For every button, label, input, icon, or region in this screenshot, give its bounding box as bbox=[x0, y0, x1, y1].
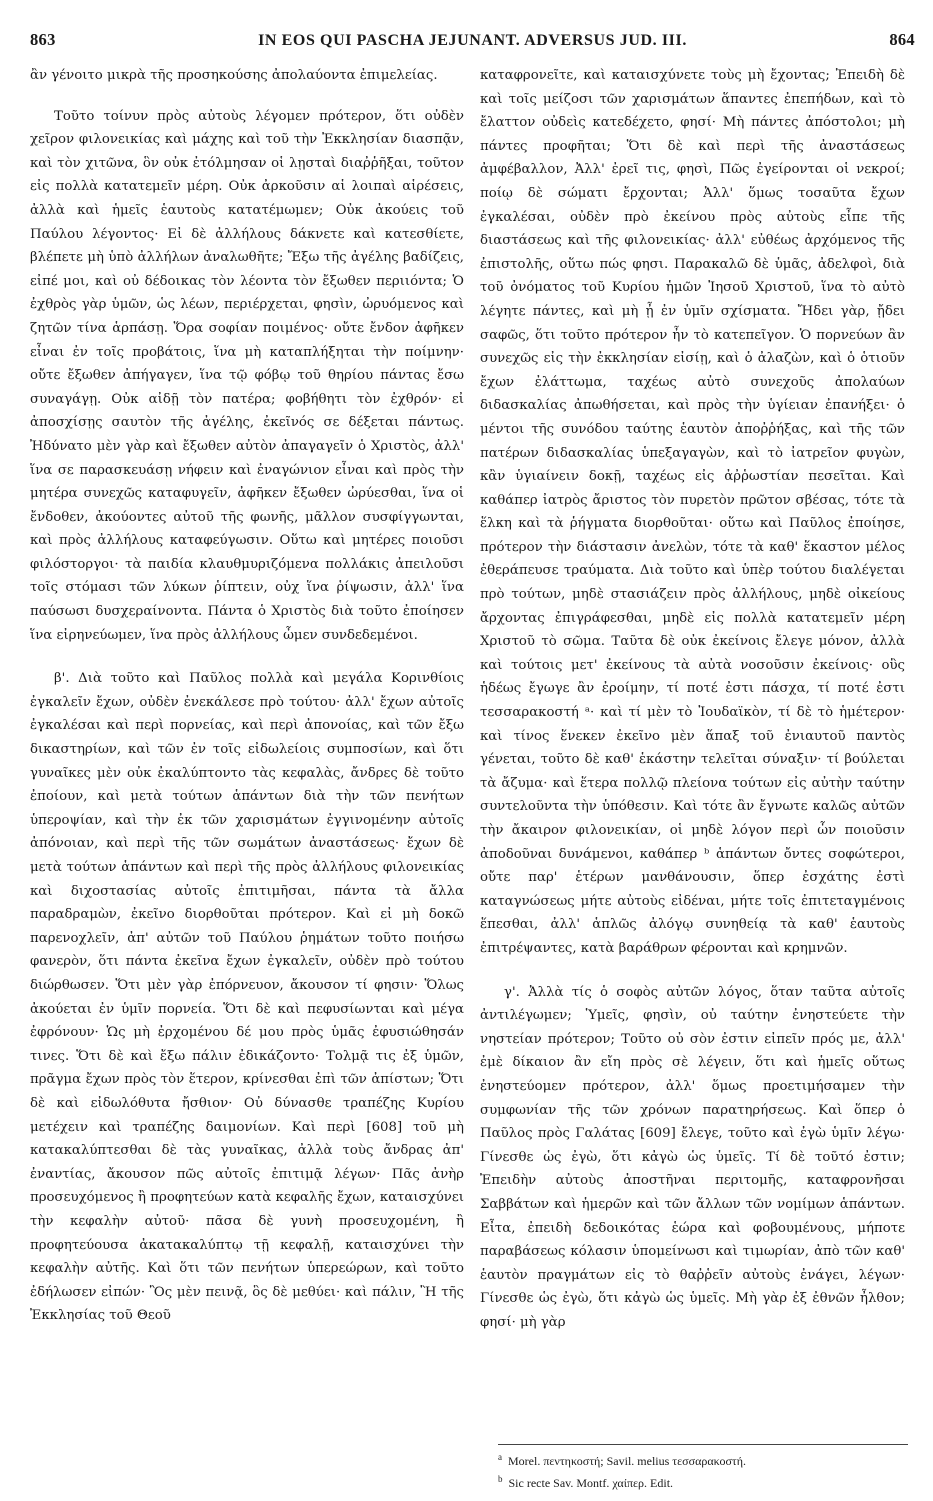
paragraph: καταφρονεῖτε, καὶ καταισχύνετε τοὺς μὴ ἔχοντας; Ἐπειδὴ δὲ καὶ τοῖς μείζοσι τῶν χαρισμάτων ἅπαντες ἐπεπήδων, καὶ τὸ ἔλαττον οὐδεὶς κατεδέχετο, φησί· Μὴ πάντες ἀπόστολοι; μὴ πάντες προφῆται; Ὅτι δὲ καὶ περὶ τῆς ἀναστάσεως ἀμφέβαλλον, Ἀλλ' ἐρεῖ τις, φησὶ, Πῶς ἐγείρονται οἱ νεκροί; ποίῳ δὲ σώματι ἔρχονται; Ἀλλ' ὅμως τοσαῦτα ἔχων ἐγκαλέσαι, οὐδὲν πρὸ ἐκείνου πρὸς αὐτοὺς εἶπε τῆς διαστάσεως καὶ τῆς φιλονεικίας· ἀλλ' εὐθέως ἀρχόμενος τῆς ἐπιστολῆς, οὕτω πώς φησι. Παρακαλῶ δὲ ὑμᾶς, ἀδελφοὶ, διὰ τοῦ ὀνόματος τοῦ Κυρίου ἡμῶν Ἰησοῦ Χριστοῦ, ἵνα τὸ αὐτὸ λέγητε πάντες, καὶ μὴ ᾖ ἐν ὑμῖν σχίσματα. Ἤδει γὰρ, ᾔδει σαφῶς, ὅτι τοῦτο πρότερον ἦν τὸ κατεπεῖγον. Ὁ πορνεύων ἂν συνεχῶς εἰς τὴν ἐκκλησίαν εἰσίῃ, καὶ ὁ ἀλαζὼν, καὶ ὁ ὁτιοῦν ἔχων ἐλάττωμα, ταχέως αὐτὸ συνεχοῦς ἀπολαύων διδασκαλίας ἀπωθήσεται, καὶ πρὸς τὴν ὑγίειαν ἐπανήξει· ὁ μέντοι τῆς συνόδου ταύτης ἑαυτὸν ἀποῤῥήξας, καὶ τῆς τῶν πατέρων διδασκαλίας ὑπεξαγαγὼν, καὶ τὸ ἰατρεῖον φυγὼν, κἂν ὑγιαίνειν δοκῇ, ταχέως εἰς ἀῤῥωστίαν πεσεῖται. Καὶ καθάπερ ἰατρὸς ἄριστος τὸν πυρετὸν πρῶτον σβέσας, τότε τὰ ἕλκη καὶ τὰ ῥήγματα διορθοῦται· οὕτω καὶ Παῦλος ἐποίησε, πρότερον τὴν διάστασιν ἀνελὼν, τότε τὰ καθ' ἕκαστον μέλος ἐθεράπευσε τραύματα. Διὰ τοῦτο καὶ ὑπὲρ τούτου διαλέγεται πρὸ τούτων, μηδὲ στασιάζειν πρὸς ἀλλήλους, μηδὲ οἰκείους ἄρχοντας ἐπιγράφεσθαι, μηδὲ εἰς πολλὰ κατατεμεῖν μέρη Χριστοῦ τὸ σῶμα. Ταῦτα δὲ οὐκ ἐκείνοις ἔλεγε μόνον, ἀλλὰ καὶ τούτοις μετ' ἐκείνους τὰ αὐτὰ νοσοῦσιν ἐκείνοις· οὓς ἡδέως ἔγωγε ἂν ἐροίμην, τί ποτέ ἐστι πάσχα, τί ποτέ ἐστι τεσσαρακοστή ᵃ· καὶ τί μὲν τὸ Ἰουδαϊκὸν, τί δὲ τὸ ἡμέτερον· καὶ τίνος ἕνεκεν ἐκεῖνο μὲν ἅπαξ τοῦ ἐνιαυτοῦ παντὸς γένεται, τοῦτο δὲ καθ' ἑκάστην τελεῖται σύναξιν· τί βούλεται τὰ ἄζυμα· καὶ ἕτερα πολλῷ πλείονα τούτων εἰς αὐτὴν ταύτην συντελοῦντα τὴν ὑπόθεσιν. Καὶ τότε ἂν ἔγνωτε καλῶς αὐτῶν τὴν ἄκαιρον φιλονεικίαν, οἱ μηδὲ λόγον περὶ ὧν ποιοῦσιν ἀποδοῦναι δυνάμενοι, καθάπερ ᵇ ἁπάντων ὄντες σοφώτεροι, οὔτε παρ' ἑτέρων μανθάνουσιν, ὅπερ ἐσχάτης ἐστὶ καταγνώσεως μήτε αὐτοὺς εἰδέναι, μήτε τοῖς ἐπιτεταγμένοις ἕπεσθαι, ἀλλ' ἁπλῶς ἀλόγῳ συνηθείᾳ τὰ καθ' ἑαυτοὺς ἐπιτρέψαντες, κατὰ βαράθρων φέρονται καὶ κρημνῶν. bbox=[480, 68, 905, 956]
footnote-marker: b bbox=[498, 1474, 503, 1484]
page-number-right: 864 bbox=[889, 30, 915, 49]
footnote-text: Sic recte Sav. Montf. χαίπερ. Edit. bbox=[508, 1476, 674, 1490]
left-column bbox=[30, 64, 464, 1328]
footnote bbox=[498, 1448, 908, 1470]
right-column bbox=[480, 64, 905, 1334]
running-head bbox=[30, 30, 915, 56]
page-number-left: 863 bbox=[30, 30, 56, 49]
footnotes bbox=[498, 1444, 908, 1492]
running-title: IN EOS QUI PASCHA JEJUNANT. ADVERSUS JUD. III. bbox=[258, 32, 687, 49]
footnote-marker: a bbox=[498, 1452, 502, 1462]
paragraph: ἂν γένοιτο μικρὰ τῆς προσηκούσης ἀπολαύοντα ἐπιμελείας. bbox=[30, 68, 438, 83]
paragraph: β'. Διὰ τοῦτο καὶ Παῦλος πολλὰ καὶ μεγάλα Κορινθίοις ἐγκαλεῖν ἔχων, οὐδὲν ἐνεκάλεσε πρὸ τούτου· ἀλλ' ἔχων αὐτοῖς ἐγκαλέσαι καὶ περὶ πορνείας, καὶ περὶ ἀπονοίας, καὶ τῶν ἔξω δικαστηρίων, καὶ τῶν ἐν τοῖς εἰδωλείοις συμποσίων, καὶ ὅτι γυναῖκες μὲν οὐκ ἐκαλύπτοντο τὰς κεφαλὰς, ἄνδρες δὲ τοῦτο ἐποίουν, καὶ μετὰ τούτων ἁπάντων διὰ τὴν τῶν πενήτων ὑπεροψίαν, καὶ τὴν ἐκ τῶν χαρισμάτων ἐγγινομένην αὐτοῖς ἀπόνοιαν, καὶ περὶ τῆς τῶν σωμάτων ἀναστάσεως· ἔχων δὲ μετὰ τούτων ἁπάντων καὶ περὶ τῆς πρὸς ἀλλήλους φιλονεικίας καὶ διχοστασίας αὐτοῖς ἐπιτιμῆσαι, πάντα τὰ ἄλλα παραδραμὼν, ἐκεῖνο διορθοῦται πρότερον. Καὶ εἰ μὴ δοκῶ παρενοχλεῖν, ἀπ' αὐτῶν τοῦ Παύλου ῥημάτων τοῦτο ποιήσω φανερὸν, ὅτι πάντα ἐκεῖνα ἔχων ἐγκαλεῖν, οὐδὲν πρὸ τούτου διώρθωσεν. Ὅτι μὲν γὰρ ἐπόρνευον, ἄκουσον τί φησιν· Ὅλως ἀκούεται ἐν ὑμῖν πορνεία. Ὅτι δὲ καὶ πεφυσίωνται καὶ μέγα ἐφρόνουν· Ὡς μὴ ἐρχομένου δέ μου πρὸς ὑμᾶς ἐφυσιώθησάν τινες. Ὅτι δὲ καὶ ἔξω πάλιν ἐδικάζοντο· Τολμᾷ τις ἐξ ὑμῶν, πρᾶγμα ἔχων πρὸς τὸν ἕτερον, κρίνεσθαι ἐπὶ τῶν ἀπίστων; Ὅτι δὲ καὶ εἰδωλόθυτα ἤσθιον· Οὐ δύνασθε τραπέζης Κυρίου μετέχειν καὶ τραπέζης δαιμονίων. Καὶ περὶ [608] τοῦ μὴ κατακαλύπτεσθαι δὲ τὰς γυναῖκας, ἀλλὰ τοὺς ἄνδρας ἀπ' ἐναντίας, ἄκουσον πῶς αὐτοῖς ἐπιτιμᾷ λέγων· Πᾶς ἀνὴρ προσευχόμενος ἢ προφητεύων κατὰ κεφαλῆς ἔχων, καταισχύνει τὴν κεφαλὴν αὐτοῦ· πᾶσα δὲ γυνὴ προσευχομένη, ἢ προφητεύουσα ἀκατακαλύπτῳ τῇ κεφαλῇ, καταισχύνει τὴν κεφαλὴν αὐτῆς. Καὶ ὅτι τῶν πενήτων ὑπερεώρων, καὶ τοῦτο ἐδήλωσεν εἰπών· Ὃς μὲν πεινᾷ, ὃς δὲ μεθύει· καὶ πάλιν, Ἢ τῆς Ἐκκλησίας τοῦ Θεοῦ bbox=[30, 671, 464, 1324]
paragraph: γ'. Ἀλλὰ τίς ὁ σοφὸς αὐτῶν λόγος, ὅταν ταῦτα αὐτοῖς ἀντιλέγωμεν; Ὑμεῖς, φησὶν, οὐ ταύτην ἐνηστεύετε τὴν νηστείαν πρότερον; Τοῦτο οὐ σὸν ἐστιν εἰπεῖν πρός με, ἀλλ' ἐμὲ δίκαιον ἂν εἴη πρὸς σὲ λέγειν, ὅτι καὶ ἡμεῖς οὕτως ἐνηστεύομεν πρότερον, ἀλλ' ὅμως προετιμήσαμεν τὴν συμφωνίαν τῆς τῶν χρόνων παρατηρήσεως. Καὶ ὅπερ ὁ Παῦλος πρὸς Γαλάτας [609] ἔλεγε, τοῦτο καὶ ἐγὼ ὑμῖν λέγω· Γίνεσθε ὡς ἐγὼ, ὅτι κἀγὼ ὡς ὑμεῖς. Τί δὲ τοῦτό ἐστιν; Ἐπειδὴν αὐτοὺς ἀποστῆναι περιτομῆς, καταφρονῆσαι Σαββάτων καὶ ἡμερῶν καὶ τῶν ἄλλων τῶν νομίμων ἁπάντων. Εἶτα, ἐπειδὴ δεδοικότας ἑώρα καὶ φοβουμένους, μήποτε παραβάσεως κόλασιν ὑπομείνωσι καὶ τιμωρίαν, ἀπὸ τῶν καθ' ἑαυτὸν πραγμάτων εἰς τὸ θαῤῥεῖν αὐτοὺς ἐνάγει, λέγων· Γίνεσθε ὡς ἐγὼ, ὅτι κἀγὼ ὡς ὑμεῖς. Μὴ γὰρ ἐξ ἐθνῶν ἦλθον; φησί· μὴ γὰρ bbox=[480, 984, 905, 1330]
footnote bbox=[498, 1470, 908, 1492]
paragraph: Τοῦτο τοίνυν πρὸς αὐτοὺς λέγομεν πρότερον, ὅτι οὐδὲν χεῖρον φιλονεικίας καὶ μάχης καὶ τοῦ τὴν Ἐκκλησίαν διασπᾷν, καὶ τὸν χιτῶνα, ὃν οὐκ ἐτόλμησαν οἱ λῃσταὶ διαῤῥῆξαι, τοῦτον εἰς πολλὰ κατατεμεῖν μέρη. Οὐκ ἀρκοῦσιν αἱ λοιπαὶ αἱρέσεις, ἀλλὰ καὶ ἡμεῖς ἑαυτοὺς κατατέμωμεν; Οὐκ ἀκούεις τοῦ Παύλου λέγοντος· Εἰ δὲ ἀλλήλους δάκνετε καὶ κατεσθίετε, βλέπετε μὴ ὑπὸ ἀλλήλων ἀναλωθῆτε; Ἔξω τῆς ἀγέλης βαδίζεις, εἰπέ μοι, καὶ οὐ δέδοικας τὸν λέοντα τὸν ἔξωθεν περιιόντα; Ὁ ἐχθρὸς γὰρ ὑμῶν, ὡς λέων, περιέρχεται, φησὶν, ὠρυόμενος καὶ ζητῶν τίνα ἁρπάσῃ. Ὅρα σοφίαν ποιμένος· οὔτε ἔνδον ἀφῆκεν εἶναι ἐν τοῖς προβάτοις, ἵνα μὴ καταπλήξηται τὴν ποίμνην· οὔτε ἔξωθεν ἀπήγαγεν, ἵνα τῷ φόβῳ τοῦ θηρίου πάντας ἔσω συναγάγῃ. Οὐκ αἰδῇ τὸν πατέρα; φοβήθητι τὸν ἐχθρόν· εἰ ἀποσχίσῃς σαυτὸν τῆς ἀγέλης, ἐκεῖνός σε δέξεται πάντως. Ἠδύνατο μὲν γὰρ καὶ ἔξωθεν αὐτὸν ἀπαγαγεῖν ὁ Χριστὸς, ἀλλ' ἵνα σε παρασκευάσῃ νήφειν καὶ ἐναγώνιον εἶναι καὶ πρὸς τὴν μητέρα συνεχῶς καταφυγεῖν, ἀφῆκεν ἔξωθεν ὠρύεσθαι, ἵνα οἱ ἔνδοθεν, ἀκούοντες αὐτοῦ τῆς φωνῆς, μᾶλλον συσφίγγωνται, καὶ πρὸς ἀλλήλους καταφεύγωσιν. Οὕτω καὶ μητέρες ποιοῦσι φιλόστοργοι· τὰ παιδία κλαυθμυριζόμενα πολλάκις ἀπειλοῦσι τοῖς στόμασι τῶν λύκων ῥίπτειν, οὐχ ἵνα ῥίψωσιν, ἀλλ' ἵνα παύσωσι δυσχεραίνοντα. Πάντα ὁ Χριστὸς διὰ τοῦτο ἐποίησεν ἵνα εἰρηνεύωμεν, ἵνα πρὸς ἀλλήλους ὦμεν συνδεδεμένοι. bbox=[30, 108, 464, 643]
footnote-text: Morel. πεντηκοστή; Savil. melius τεσσαρακοστή. bbox=[508, 1454, 747, 1468]
